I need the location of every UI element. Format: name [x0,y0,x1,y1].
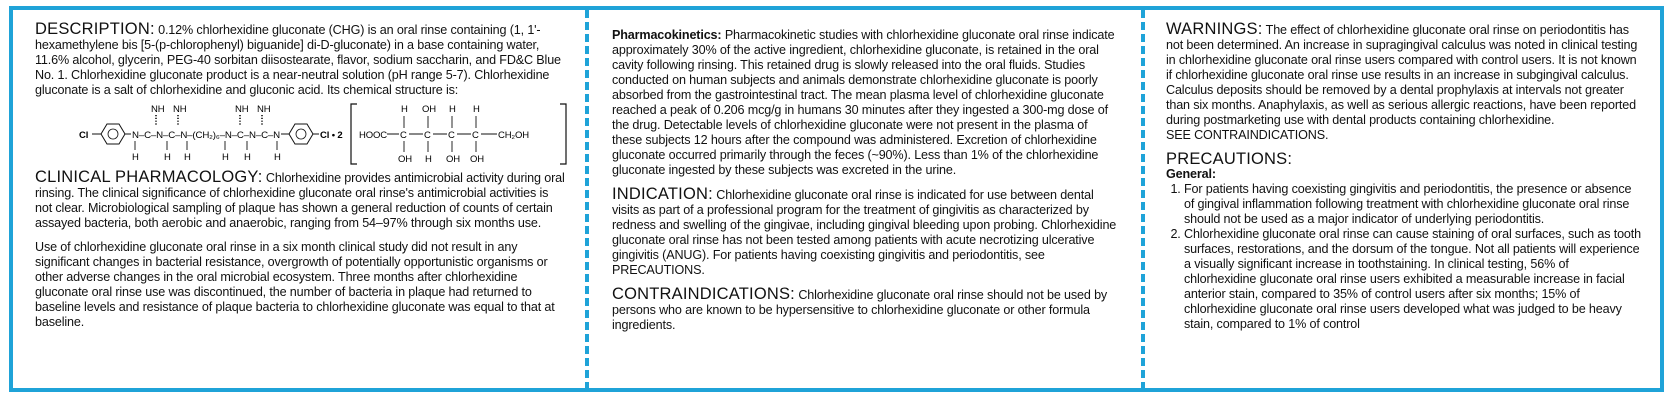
contraindications-text: Chlorhexidine gluconate oral rinse should not be used by persons who are known to be hypersensitive to chlorhexidine gluconate or other formula ingredients. [612,288,1108,332]
precautions-list [1166,182,1644,332]
warnings-heading: WARNINGS: [1166,20,1263,38]
precaution-item-2: 2. Chlorhexidine gluconate oral rinse can cause staining of oral surfaces, such as tooth surfaces, restorations, and the dorsum of the tongue. Not all patients will experience a visually significant increase in toothstaining. In clinical testing, 56% of chlorhexidine gluconate oral rinse users exhibited a measurable increase in facial anterior stain, compared to 35% of control users after six months; 15% of chlorhexidine gluconate oral rinse users developed what was judged to be heavy stain, compared to 1% of control [1184,227,1644,332]
h-3: H [184,152,191,163]
pharmacokinetics-heading: Pharmacokinetics: [612,28,722,42]
gluconate-bottom-3: OH [446,154,460,165]
description-section [35,22,567,98]
pharmacokinetics-text: Pharmacokinetic studies with chlorhexidine gluconate oral rinse indicate approximately 30% of the active ingredient, chlorhexidine gluconate, is retained in the oral cavity following rinsing. This retained drug is slowly released into the oral fluids. Studies conducted on human subjects and animals demonstrate chlorhexidine gluconate is poorly absorbed from the gastrointestinal tract. The mean plasma level of chlorhexidine gluconate reached a peak of 0.206 mcg/g in humans 30 minutes after they ingested a 300-mg dose of the drug. Detectable levels of chlorhexidine gluconate were not present in the plasma of these subjects 12 hours after the compound was administered. Excretion of chlorhexidine gluconate occurred primarily through the feces (~90%). Less than 1% of the chlorhexidine gluconate ingested by these subjects was excreted in the urine. [612,28,1115,177]
indication-text: Chlorhexidine gluconate oral rinse is indicated for use between dental visits as part of a professional program for the treatment of gingivitis as characterized by redness and swelling of the gingivae, including gingival bleeding upon probing. Chlorhexidine gluconate oral rinse has not been tested among patients with acute necrotizing ulcerative gingivitis (ANUG). For patients having coexisting gingivitis and periodontitis, see PRECAUTIONS. [612,188,1117,277]
precaution-item-1: 1. For patients having coexisting gingivitis and periodontitis, the presence or absence of gingival inflammation following treatment with chlorhexidine gluconate oral rinse should not be used as a major indicator of underlying periodontitis. [1184,182,1644,227]
h-6: H [274,152,281,163]
column-pharmacokinetics [612,28,1119,333]
column-warnings [1166,22,1644,332]
h-1: H [132,152,139,163]
clinical-pharmacology-text: Chlorhexidine provides antimicrobial activity during oral rinsing. The clinical significance of chlorhexidine gluconate oral rinse's antimicrobial activities is not clear. Microbiological sampling of plaque has shown a general reduction of counts of certain assayed bacteria, both aerobic and anaerobic, ranging from 54–97% through six months use. [35,171,565,230]
general-label: General: [1166,167,1216,181]
hooc: HOOC [359,130,387,141]
warnings-section [1166,22,1644,128]
warnings-text: The effect of chlorhexidine gluconate oral rinse on periodontitis has not been determined. An increase in supragingival calculus was noted in clinical testing in chlorhexidine gluconate oral rinse users compared with control users. It is not known if chlorhexidine gluconate oral rinse use results in an increase in subgingival calculus. Calculus deposits should be removed by a dental prophylaxis at intervals not greater than six months. Anaphylaxis, as well as serious allergic reactions, have been reported during postmarketing use with dental products containing chlorhexidine. [1166,23,1638,127]
description-text: 0.12% chlorhexidine gluconate (CHG) is an oral rinse containing (1, 1'-hexamethylene bis [5-(p-chlorophenyl) biguanide] di-D-gluconate) in a base containing water, 11.6% alcohol, glycerin, PEG-40 sorbitan diisostearate, flavor, sodium saccharin, and FD&C Blue No. 1. Chlorhexidine gluconate product is a near-neutral solution (pH range 5-7). Chlorhexidine gluconate is a salt of chlorhexidine and gluconic acid. Its chemical structure is: [35,23,561,97]
ch2oh: CH₂OH [498,130,529,141]
cl-right: Cl • 2 [320,130,343,141]
benzene-ring-right [289,124,313,144]
contraindications-heading: CONTRAINDICATIONS: [612,285,795,303]
h-4: H [222,152,229,163]
gluconate-bottom-1: OH [398,154,412,165]
gluconate-top-1: H [401,104,408,115]
benzene-ring-left-circle [108,129,118,139]
nh-2: NH [173,104,187,115]
benzene-ring-left [101,124,125,144]
clinical-pharmacology-heading: CLINICAL PHARMACOLOGY: [35,168,263,186]
h-2: H [164,152,171,163]
gluconate-top-3: H [449,104,456,115]
chemical-structure [35,98,567,170]
gluconate-top-4: H [473,104,480,115]
column-divider-2 [1141,10,1145,390]
clinical-pharmacology-text-2: Use of chlorhexidine gluconate oral rinse in a six month clinical study did not result in any significant changes in bacterial resistance, overgrowth of potentially opportunistic organisms or other adverse changes in the oral microbial ecosystem. Three months after chlorhexidine gluconate oral rinse use was discontinued, the number of bacteria in plaque had returned to baseline levels and resistance of plaque bacteria to chlorhexidine gluconate was equal to that at baseline. [35,240,555,329]
c-2: C [424,130,431,141]
c-1: C [400,130,407,141]
nh-4: NH [257,104,271,115]
contraindications-section [612,287,1119,333]
gluconate-bottom-4: OH [470,154,484,165]
indication-heading: INDICATION: [612,185,713,203]
c-4: C [472,130,479,141]
column-divider-1 [585,10,589,390]
pharmacokinetics-section [612,28,1119,178]
nh-1: NH [151,104,165,115]
gluconate-top-2: OH [422,104,436,115]
bracket-left [351,104,357,164]
bracket-right [560,104,566,164]
h-5: H [244,152,251,163]
gluconate-bottom-2: H [425,154,432,165]
precautions-heading: PRECAUTIONS: [1166,150,1293,168]
description-heading: DESCRIPTION: [35,20,155,38]
cl-left: Cl [79,130,89,141]
warnings-see: SEE CONTRAINDICATIONS. [1166,128,1329,142]
indication-section [612,187,1119,278]
c-3: C [448,130,455,141]
chain-main: N–C–N–C–N–(CH₂)₆–N–C–N–C–N [132,130,281,141]
benzene-ring-right-circle [296,129,306,139]
nh-3: NH [235,104,249,115]
clinical-pharmacology-section [35,170,567,231]
column-description [35,22,567,330]
